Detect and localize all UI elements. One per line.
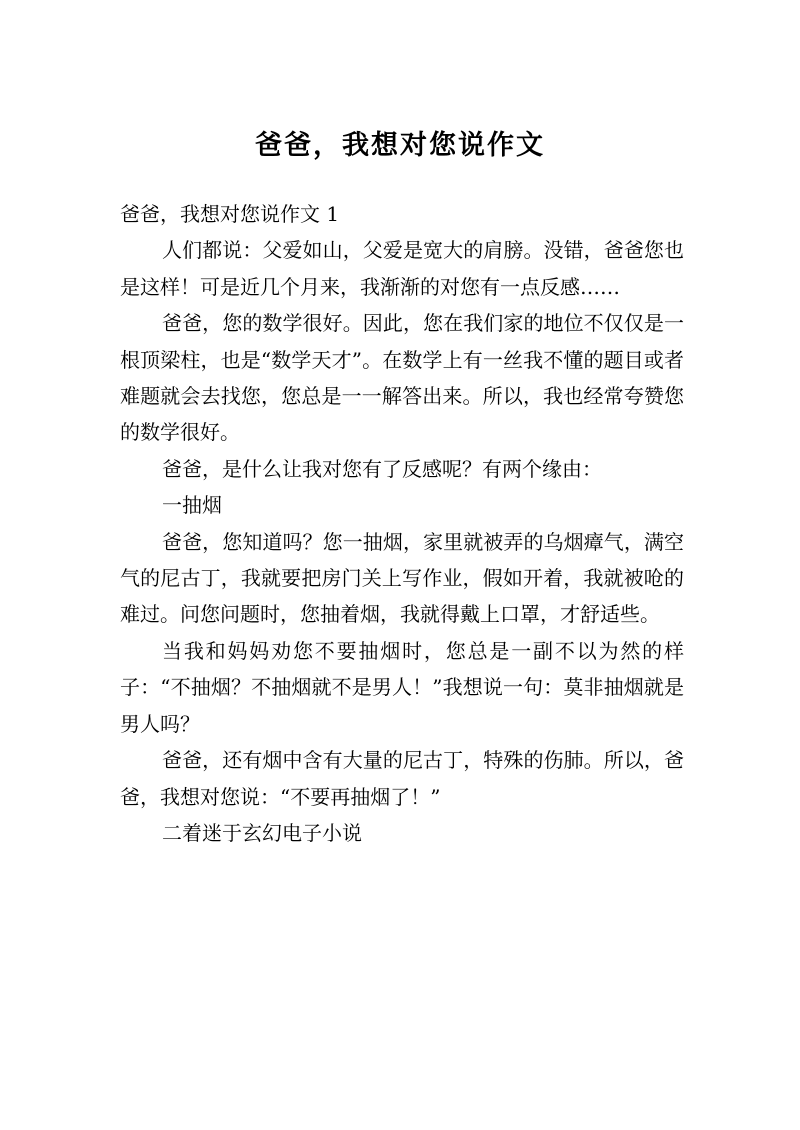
paragraph-persuade: 当我和妈妈劝您不要抽烟时，您总是一副不以为然的样子：“不抽烟？不抽烟就不是男人！”我想说一句：莫非抽烟就是男人吗？ bbox=[120, 638, 684, 736]
essay-subtitle: 爸爸，我想对您说作文 1 bbox=[120, 202, 340, 226]
section-heading-smoking: 一抽烟 bbox=[162, 493, 222, 518]
paragraph-reasons: 爸爸，是什么让我对您有了反感呢？有两个缘由： bbox=[162, 456, 602, 481]
document-body bbox=[120, 196, 684, 851]
document-title: 爸爸，我想对您说作文 bbox=[255, 130, 545, 161]
paragraph-intro: 人们都说：父爱如山，父爱是宽大的肩膀。没错，爸爸您也是这样！可是近几个月来，我渐渐的对您有一点反感…… bbox=[120, 238, 684, 299]
paragraph-smoking: 爸爸，您知道吗？您一抽烟，家里就被弄的乌烟瘴气，满空气的尼古丁，我就要把房门关上写作业，假如开着，我就被呛的难过。问您问题时，您抽着烟，我就得戴上口罩，才舒适些。 bbox=[120, 529, 684, 627]
paragraph-math: 爸爸，您的数学很好。因此，您在我们家的地位不仅仅是一根顶梁柱，也是“数学天才”。在数学上有一丝我不懂的题目或者难题就会去找您，您总是一一解答出来。所以，我也经常夸赞您的数学很好。 bbox=[120, 311, 684, 445]
paragraph-nicotine: 爸爸，还有烟中含有大量的尼古丁，特殊的伤肺。所以，爸爸，我想对您说：“不要再抽烟了！” bbox=[120, 748, 684, 809]
section-heading-novels: 二着迷于玄幻电子小说 bbox=[162, 820, 362, 845]
